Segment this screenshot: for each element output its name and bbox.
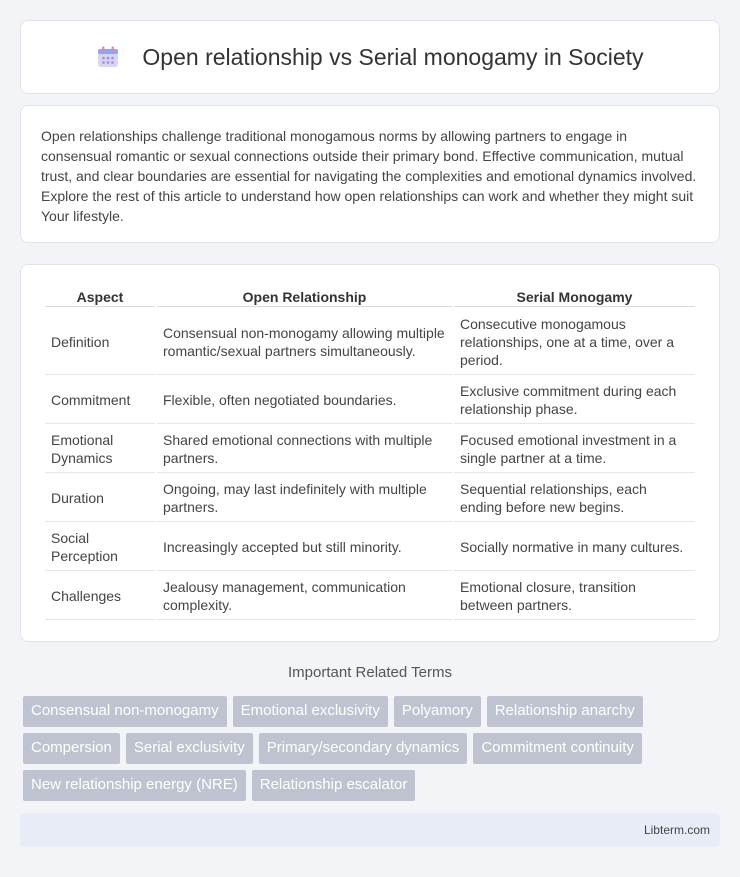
row-aspect: Social Perception — [45, 524, 155, 571]
row-open: Jealousy management, communication complexity. — [157, 573, 452, 620]
row-open: Ongoing, may last indefinitely with multiple partners. — [157, 475, 452, 522]
term-tag[interactable]: Emotional exclusivity — [233, 696, 388, 727]
intro-card — [20, 105, 720, 243]
row-open: Shared emotional connections with multiple partners. — [157, 426, 452, 473]
page-title: Open relationship vs Serial monogamy in Society — [142, 43, 644, 70]
row-aspect: Emotional Dynamics — [45, 426, 155, 473]
related-terms-title: Important Related Terms — [288, 664, 452, 681]
table-row — [45, 524, 695, 571]
row-serial: Emotional closure, transition between partners. — [454, 573, 695, 620]
row-aspect: Commitment — [45, 377, 155, 424]
comparison-card — [20, 264, 720, 642]
term-tag[interactable]: New relationship energy (NRE) — [23, 770, 246, 801]
row-open: Flexible, often negotiated boundaries. — [157, 377, 452, 424]
related-terms-list — [23, 696, 723, 807]
comparison-table — [43, 285, 697, 622]
row-serial: Socially normative in many cultures. — [454, 524, 695, 571]
header-serial-monogamy: Serial Monogamy — [454, 287, 695, 307]
row-aspect: Definition — [45, 309, 155, 375]
row-serial: Focused emotional investment in a single partner at a time. — [454, 426, 695, 473]
table-row — [45, 377, 695, 424]
term-tag[interactable]: Polyamory — [394, 696, 481, 727]
table-row — [45, 309, 695, 375]
row-aspect: Challenges — [45, 573, 155, 620]
term-tag[interactable]: Serial exclusivity — [126, 733, 253, 764]
table-row — [45, 475, 695, 522]
calendar-icon — [96, 45, 120, 69]
row-serial: Sequential relationships, each ending before new begins. — [454, 475, 695, 522]
row-aspect: Duration — [45, 475, 155, 522]
row-serial: Exclusive commitment during each relationship phase. — [454, 377, 695, 424]
footer — [20, 813, 720, 847]
term-tag[interactable]: Relationship anarchy — [487, 696, 643, 727]
intro-text: Open relationships challenge traditional monogamous norms by allowing partners to engage in consensual romantic or sexual connections outside their primary bond. Effective communication, mutual trust, and clear boundaries are essential for navigating the complexities and emotional dynamics involved. Explore the rest of this article to understand how open relationships can work and whether they might suit Your lifestyle. — [41, 128, 697, 224]
header-aspect: Aspect — [45, 287, 155, 307]
table-row — [45, 573, 695, 620]
row-serial: Consecutive monogamous relationships, one at a time, over a period. — [454, 309, 695, 375]
table-header-row — [45, 287, 695, 307]
table-row — [45, 426, 695, 473]
row-open: Increasingly accepted but still minority. — [157, 524, 452, 571]
header-card — [20, 20, 720, 94]
term-tag[interactable]: Compersion — [23, 733, 120, 764]
term-tag[interactable]: Commitment continuity — [473, 733, 642, 764]
term-tag[interactable]: Relationship escalator — [252, 770, 416, 801]
header-open-relationship: Open Relationship — [157, 287, 452, 307]
term-tag[interactable]: Consensual non-monogamy — [23, 696, 227, 727]
row-open: Consensual non-monogamy allowing multiple romantic/sexual partners simultaneously. — [157, 309, 452, 375]
term-tag[interactable]: Primary/secondary dynamics — [259, 733, 468, 764]
footer-site-link[interactable]: Libterm.com — [643, 823, 710, 837]
